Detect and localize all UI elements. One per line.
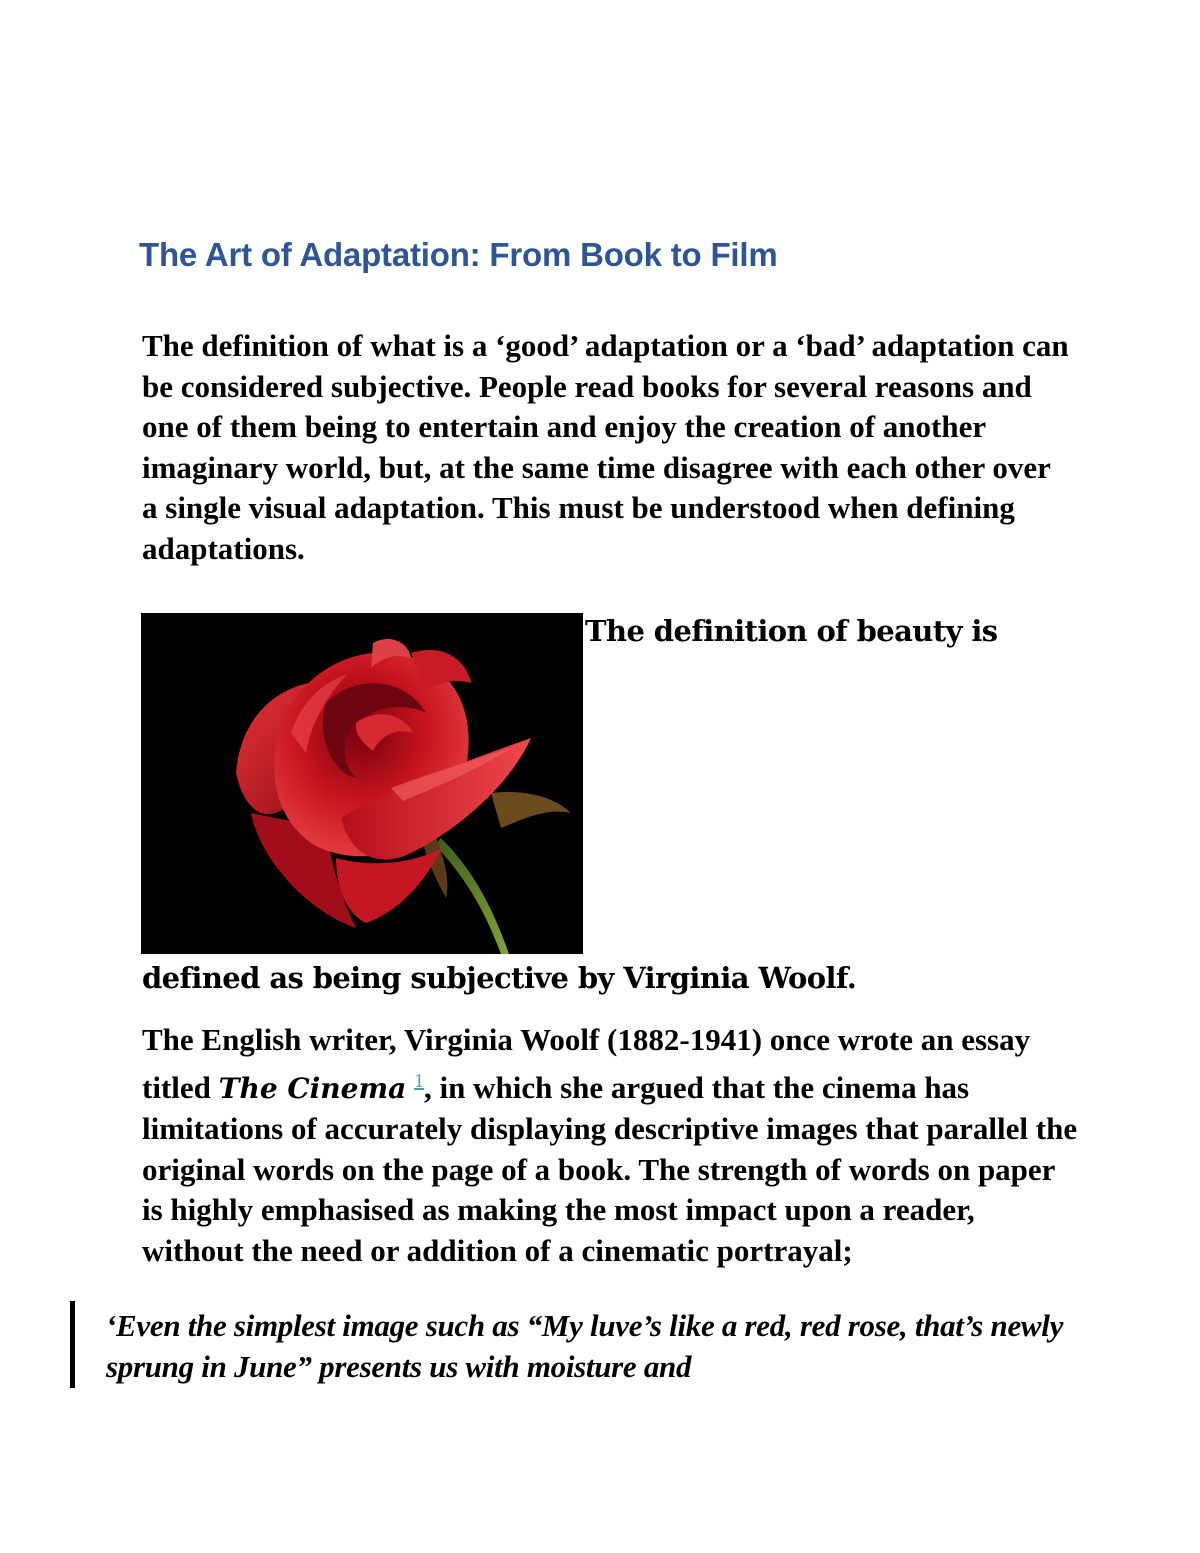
intro-paragraph: The definition of what is a ‘good’ adaptation or a ‘bad’ adaptation can be considered subjective. People read books for several reasons and one of them being to entertain and enjoy the creation of another imaginary world, but, at the same time disagree with each other over a single visual adaptation. This must be understood when defining adaptations. bbox=[142, 328, 1069, 566]
essay-title: The Cinema bbox=[218, 1071, 407, 1105]
beauty-caption-line-1: The definition of beauty is bbox=[585, 614, 998, 648]
block-quote: ‘Even the simplest image such as “My luve’s like a red, red rose, that’s newly sprung in June” presents us with moisture and bbox=[106, 1308, 1064, 1384]
beauty-caption-line-2: defined as being subjective by Virginia Woolf. bbox=[142, 961, 857, 995]
rose-image bbox=[141, 613, 583, 954]
woolf-paragraph-text-after: , in which she argued that the cinema has limitations of accurately displaying descriptive images that parallel the original words on the page of a book. The strength of words on paper is highly emphasised as making the most impact upon a reader, without the need or addition of a cinematic portrayal; bbox=[142, 1069, 1078, 1268]
quote-bar bbox=[70, 1301, 75, 1388]
footnote-link[interactable]: 1 bbox=[414, 1069, 424, 1092]
document-title: The Art of Adaptation: From Book to Film bbox=[139, 236, 778, 273]
red-rose-icon bbox=[141, 613, 583, 954]
woolf-paragraph-text-before: The English writer, Virginia Woolf (1882-1941) once wrote an essay titled bbox=[142, 1022, 1031, 1105]
woolf-paragraph bbox=[142, 1020, 1082, 1271]
